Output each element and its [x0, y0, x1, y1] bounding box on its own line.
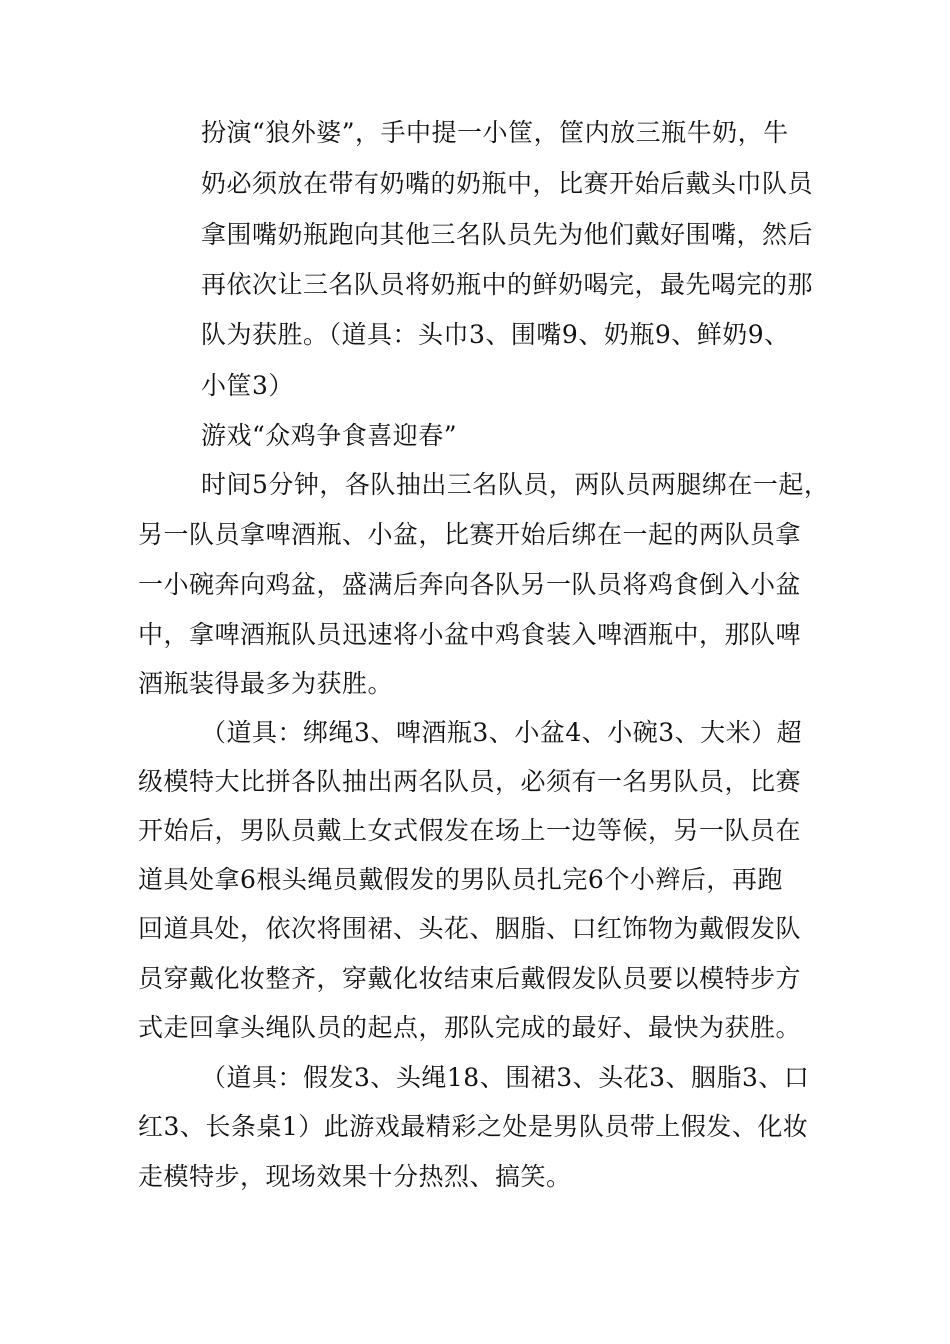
paragraph-line: 酒瓶装得最多为获胜。	[138, 669, 394, 698]
paragraph-line: 走模特步，现场效果十分热烈、搞笑。	[138, 1162, 572, 1191]
paragraph-line: （道具：假发3、头绳18、围裙3、头花3、胭脂3、口	[201, 1063, 810, 1092]
paragraph-line: 一小碗奔向鸡盆，盛满后奔向各队另一队员将鸡食倒入小盆	[138, 570, 802, 599]
paragraph-line: 员穿戴化妆整齐，穿戴化妆结束后戴假发队员要以模特步方	[138, 964, 802, 993]
paragraph-line: 式走回拿头绳队员的起点，那队完成的最好、最快为获胜。	[138, 1013, 802, 1042]
paragraph-line: 红3、长条桌1）此游戏最精彩之处是男队员带上假发、化妆	[138, 1112, 809, 1141]
paragraph-line: 时间5分钟，各队抽出三名队员，两队员两腿绑在一起，	[201, 470, 830, 499]
paragraph-line: 拿围嘴奶瓶跑向其他三名队员先为他们戴好围嘴，然后	[201, 220, 814, 249]
paragraph-line: 奶必须放在带有奶嘴的奶瓶中，比赛开始后戴头巾队员	[201, 169, 814, 198]
paragraph-line: 再依次让三名队员将奶瓶中的鲜奶喝完，最先喝完的那	[201, 270, 814, 299]
paragraph-line: 小筐3）	[201, 371, 294, 400]
game-title: 游戏“众鸡争食喜迎春”	[201, 421, 458, 450]
paragraph-line: 道具处拿6根头绳员戴假发的男队员扎完6个小辫后，再跑	[138, 865, 783, 894]
paragraph-line: 中，拿啤酒瓶队员迅速将小盆中鸡食装入啤酒瓶中，那队啤	[138, 620, 802, 649]
paragraph-line: 回道具处，依次将围裙、头花、胭脂、口红饰物为戴假发队	[138, 914, 802, 943]
paragraph-line: 级模特大比拼各队抽出两名队员，必须有一名男队员，比赛	[138, 767, 802, 796]
paragraph-line: （道具：绑绳3、啤酒瓶3、小盆4、小碗3、大米）超	[201, 718, 803, 747]
paragraph-line: 队为获胜。（道具：头巾3、围嘴9、奶瓶9、鲜奶9、	[201, 320, 790, 349]
paragraph-line: 另一队员拿啤酒瓶、小盆，比赛开始后绑在一起的两队员拿	[138, 520, 802, 549]
paragraph-line: 扮演“狼外婆”，手中提一小筐，筐内放三瓶牛奶，牛	[201, 118, 789, 147]
paragraph-line: 开始后，男队员戴上女式假发在场上一边等候，另一队员在	[138, 816, 802, 845]
